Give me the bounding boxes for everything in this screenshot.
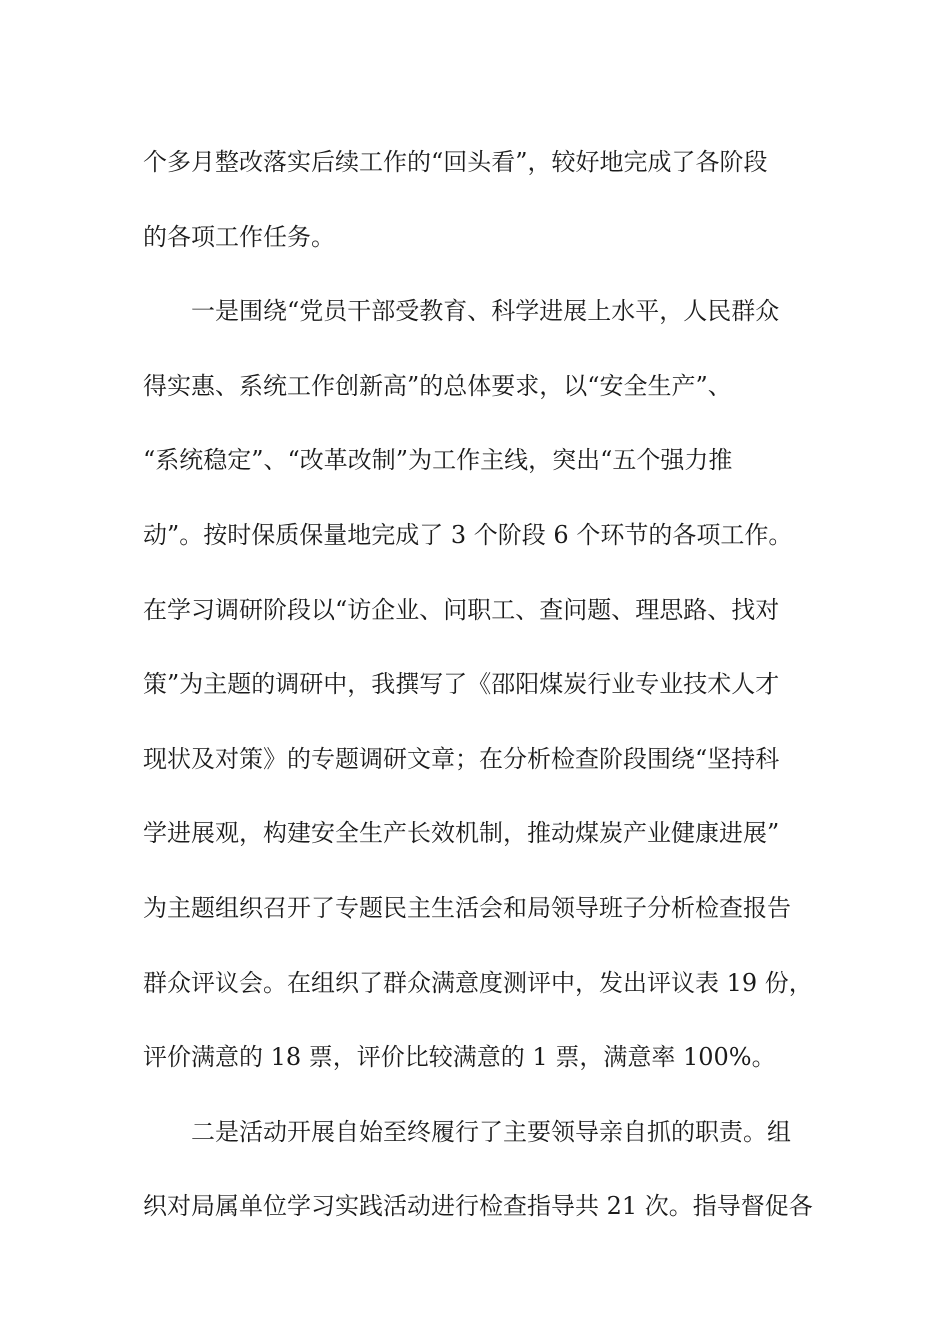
text-line: 学进展观，构建安全生产长效机制，推动煤炭产业健康进展” xyxy=(143,819,780,848)
paragraph-start-line: 二是活动开展自始至终履行了主要领导亲自抓的职责。组 xyxy=(191,1117,791,1146)
text-line: 策”为主题的调研中，我撰写了《邵阳煤炭行业专业技术人才 xyxy=(143,670,780,699)
text-line: 得实惠、系统工作创新高”的总体要求，以“安全生产”、 xyxy=(143,371,732,400)
text-line: 群众评议会。在组织了群众满意度测评中，发出评议表 19 份， xyxy=(143,968,813,997)
text-line: 的各项工作任务。 xyxy=(143,222,335,251)
text-line: 为主题组织召开了专题民主生活会和局领导班子分析检查报告 xyxy=(143,893,791,922)
paragraph-start-line: 一是围绕“党员干部受教育、科学进展上水平，人民群众 xyxy=(191,297,780,326)
text-line: 现状及对策》的专题调研文章；在分析检查阶段围绕“坚持科 xyxy=(143,744,780,773)
text-line: 动”。按时保质保量地完成了 3 个阶段 6 个环节的各项工作。 xyxy=(143,520,793,549)
text-line: 在学习调研阶段以“访企业、问职工、查问题、理思路、找对 xyxy=(143,595,780,624)
text-line: 织对局属单位学习实践活动进行检查指导共 21 次。指导督促各 xyxy=(143,1192,813,1221)
document-body xyxy=(143,125,813,1244)
text-line: 评价满意的 18 票，评价比较满意的 1 票，满意率 100%。 xyxy=(143,1043,776,1072)
text-line: 个多月整改落实后续工作的“回头看”，较好地完成了各阶段 xyxy=(143,148,768,176)
text-line: “系统稳定”、“改革改制”为工作主线，突出“五个强力推 xyxy=(143,446,733,475)
